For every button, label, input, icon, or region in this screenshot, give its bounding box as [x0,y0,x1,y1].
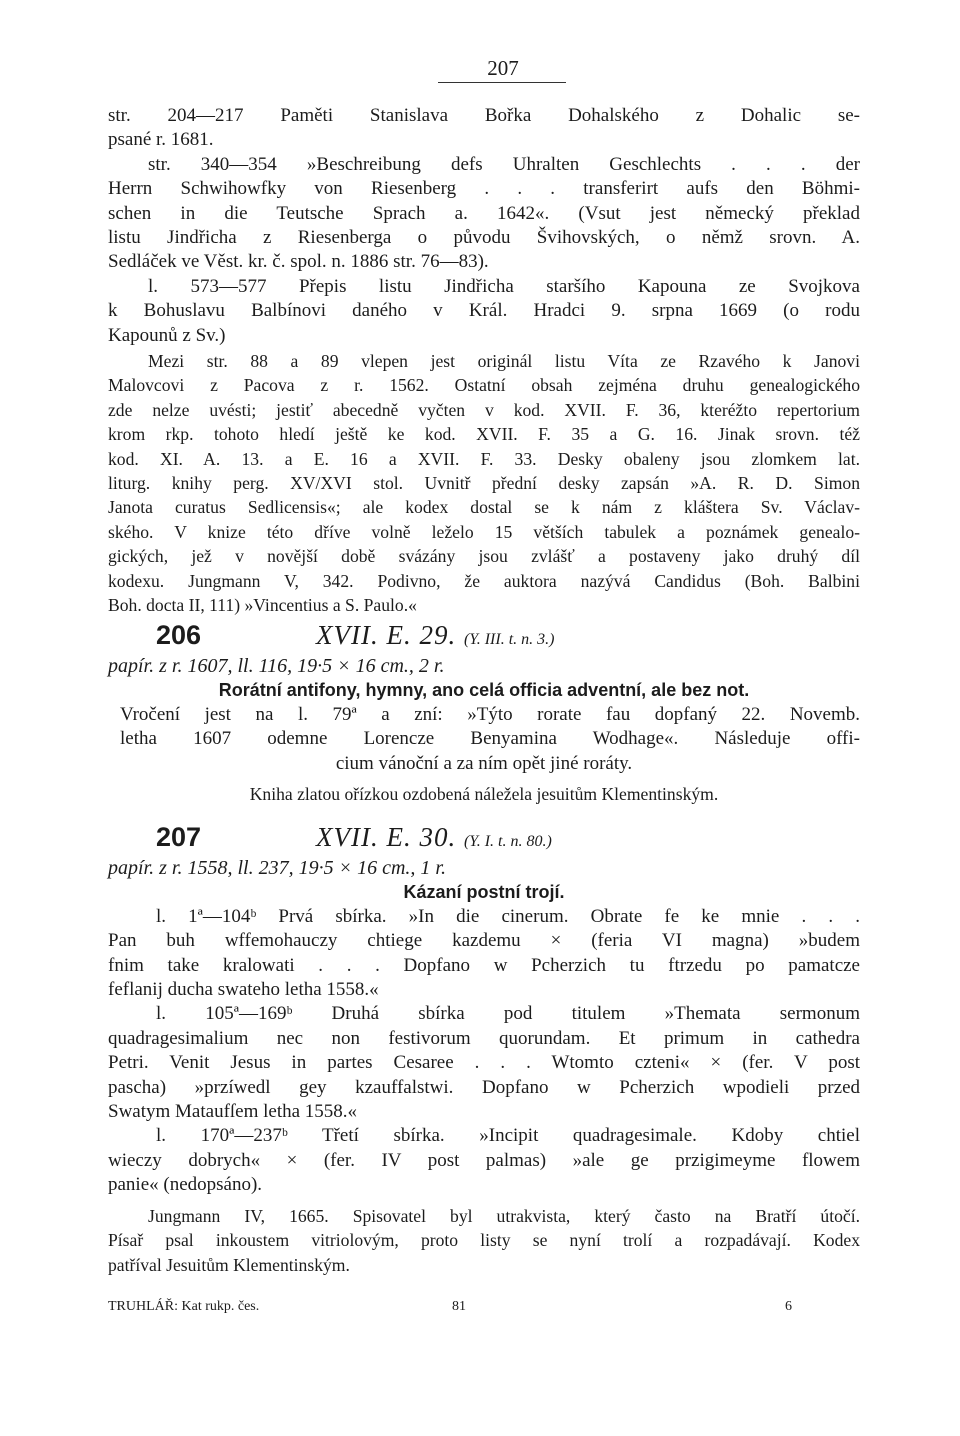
entry-number: 206 [156,620,202,650]
intro-line: psané r. 1681. [108,129,214,151]
entry-number: 207 [156,822,202,852]
entry-title: Kázaní postní trojí. [403,882,565,903]
entry-text-line: Petri. Venit Jesus in partes Cesaree . . . Wtomto czteni« × (fer. V post [108,1052,860,1074]
entry-206-heading [108,620,860,654]
entry-text-line: quadragesimalium nec non festivorum quorundam. Et primum in cathedra [108,1027,860,1049]
page-number-rule [438,82,566,83]
footer-author: TRUHLÁŘ: Kat rukp. čes. [108,1299,260,1314]
intro-line: k Bohuslavu Balbínovi daného v Král. Hradci 9. srpna 1669 (o rodu [108,300,860,322]
intro-line: Kapounů z Sv.) [108,324,226,346]
entry-text-line: l. 170ª—237ᵇ Třetí sbírka. »Incipit quadragesimale. Kdoby chtiel [156,1125,860,1147]
entry-note-line: Jungmann IV, 1665. Spisovatel byl utrakvista, který často na Bratří útočí. [148,1205,860,1226]
intro-line: str. 340—354 »Beschreibung defs Uhralten Geschlechts . . . der [148,153,860,175]
note-line: zde nelze uvésti; jestiť abecedně vyčten v kod. XVII. F. 36, kteréžto repertorium [108,399,860,420]
note-line: kodexu. Jungmann V, 342. Podivno, že auktora nazývá Candidus (Boh. Balbini [108,570,860,591]
entry-note: Kniha zlatou ořízkou ozdobená náležela jesuitům Klementinským. [249,784,719,805]
entry-text-line: Swatym Mataufſem letha 1558.« [108,1101,358,1123]
intro-block [108,104,860,348]
notes-block [108,349,860,617]
entry-title: Rorátní antifony, hymny, ano celá officia adventní, ale bez not. [218,680,750,701]
entry-text-line: panie« (nedopsáno). [108,1174,263,1196]
footer-signature-mark: 81 [452,1299,466,1314]
footer-sheet-number: 6 [785,1299,792,1314]
intro-line: schen in die Teutsche Sprach a. 1642«. (Vsut jest německý překlad [108,202,860,224]
page-number: 207 [487,56,519,80]
entry-text-line: Pan buh wffemohauczy chtiege kazdemu × (feria VI magna) »budem [108,930,860,952]
entry-text-line: wieczy dobrych« × (fer. IV post palmas) »ale ge przigimeyme flowem [108,1149,860,1171]
entry-note-line: patříval Jesuitům Klementinským. [108,1254,350,1275]
entry-text-line: cium vánoční a za ním opět jiné roráty. [335,752,633,774]
intro-line: Sedláček ve Věst. kr. č. spol. n. 1886 str. 76—83). [108,251,489,273]
intro-line: str. 204—217 Paměti Stanislava Bořka Dohalského z Dohalic se- [108,105,860,126]
entry-207-heading [108,822,860,856]
note-line: Malovcovi z Pacova z r. 1562. Ostatní obsah zejména druhu genealogického [108,375,860,396]
note-line: Janota curatus Sedlicensis«; ale kodex dostal se k nám z kláštera Sv. Václav- [108,497,860,518]
entry-text-line: feflanij ducha swateho letha 1558.« [108,979,379,1001]
entry-text-line: fnim take kralowati . . . Dopfano w Pcherzich tu ftrzedu po pamatcze [108,954,860,976]
note-line: krom rkp. tohoto hledí ještě ke kod. XVII. F. 35 a G. 16. Jinak srovn. též [108,424,860,445]
entry-text-line: Vročení jest na l. 79ª a zní: »Týto rorate fau dopfaný 22. Novemb. [120,703,860,725]
entry-material: papír. z r. 1558, ll. 237, 19·5 × 16 cm., 1 r. [108,857,446,879]
note-line: Mezi str. 88 a 89 vlepen jest originál listu Víta ze Rzavého k Janovi [148,351,860,371]
entry-text-line: l. 1ª—104ᵇ Prvá sbírka. »In die cinerum. Obrate fe ke mnie . . . [156,905,860,927]
entry-material: papír. z r. 1607, ll. 116, 19·5 × 16 cm., 2 r. [108,655,445,677]
entry-signature: XVII. E. 29. (Y. III. t. n. 3.) [316,620,555,650]
entry-note-line: Písař psal inkoustem vitriolovým, proto listy se nyní trolí a rozpadávají. Kodex [108,1230,860,1251]
entry-signature: XVII. E. 30. (Y. I. t. n. 80.) [316,822,552,852]
note-line: kod. XI. A. 13. a E. 16 a XVII. F. 33. Desky obaleny jsou zlomkem lat. [108,448,860,469]
page-footer [108,1299,860,1323]
entry-text-line: l. 105ª—169ᵇ Druhá sbírka pod titulem »Themata sermonum [156,1003,860,1025]
note-line: ského. V knize této dříve volně leželo 15 větších tabulek a poznámek genealo- [108,521,860,542]
note-line: liturg. knihy perg. XV/XVI stol. Uvnitř přední desky zapsán »A. R. D. Simon [108,473,860,494]
intro-line: l. 573—577 Přepis listu Jindřicha staršího Kapouna ze Svojkova [148,275,860,297]
entry-206-body [108,654,860,806]
entry-text-line: pascha) »przíwedl gey kzauffalstwi. Dopfano w Pcherzich wpodieli przed [108,1076,860,1098]
entry-text-line: letha 1607 odemne Lorencze Benyamina Wodhage«. Následuje offi- [120,728,860,750]
intro-line: Herrn Schwihowfky von Riesenberg . . . transferirt aufs den Böhmi- [108,178,860,200]
entry-207-body [108,856,860,1277]
note-line: gických, jež v novější době svázány jsou zvlášť a postaveny jako druhý díl [108,546,860,567]
note-line: Boh. docta II, 111) »Vincentius a S. Paulo.« [108,595,417,616]
intro-line: listu Jindřicha z Riesenberga o původu Švihovských, o němž srovn. A. [108,227,860,249]
